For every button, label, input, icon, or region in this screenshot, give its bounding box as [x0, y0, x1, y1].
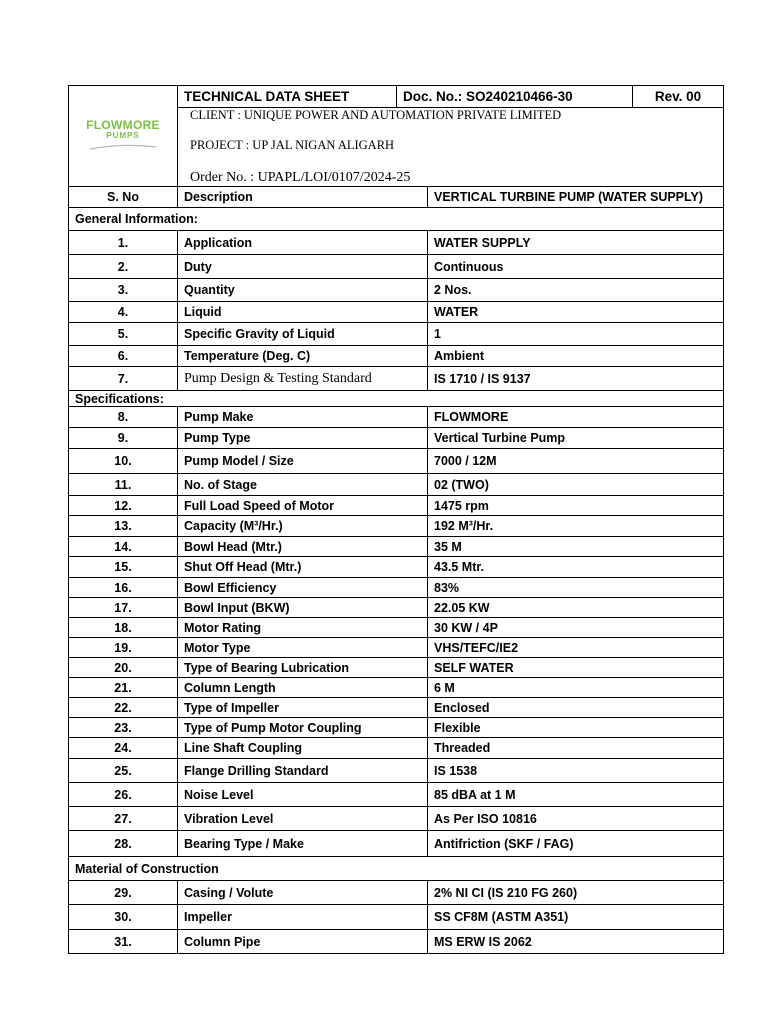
order-number: Order No. : UPAPL/LOI/0107/2024-25 [190, 170, 411, 185]
row-sno: 31. [69, 930, 178, 954]
table-row [69, 618, 724, 638]
row-sno: 11. [69, 474, 178, 496]
row-description: Full Load Speed of Motor [178, 496, 428, 516]
section-moc-label: Material of Construction [69, 857, 724, 881]
row-sno: 23. [69, 718, 178, 738]
table-row [69, 698, 724, 718]
row-description: Quantity [178, 279, 428, 302]
row-value: 43.5 Mtr. [428, 557, 724, 578]
project-name: PROJECT : UP JAL NIGAN ALIGARH [190, 138, 395, 152]
row-value: 1475 rpm [428, 496, 724, 516]
table-row [69, 598, 724, 618]
table-row [69, 537, 724, 557]
row-sno: 28. [69, 831, 178, 857]
doc-title: TECHNICAL DATA SHEET [178, 86, 397, 108]
row-description: Type of Bearing Lubrication [178, 658, 428, 678]
row-description: Pump Type [178, 428, 428, 449]
table-row [69, 831, 724, 857]
table-row [69, 302, 724, 323]
row-sno: 4. [69, 302, 178, 323]
client-info-cell [178, 108, 724, 187]
row-sno: 30. [69, 905, 178, 930]
row-value: WATER SUPPLY [428, 231, 724, 255]
row-sno: 9. [69, 428, 178, 449]
row-description: Column Length [178, 678, 428, 698]
row-value: MS ERW IS 2062 [428, 930, 724, 954]
row-description: Bowl Input (BKW) [178, 598, 428, 618]
row-sno: 21. [69, 678, 178, 698]
row-value: Ambient [428, 346, 724, 367]
row-description: Capacity (M³/Hr.) [178, 516, 428, 537]
row-sno: 10. [69, 449, 178, 474]
row-description: Pump Design & Testing Standard [178, 367, 428, 391]
table-row [69, 346, 724, 367]
table-row [69, 231, 724, 255]
row-value: SELF WATER [428, 658, 724, 678]
row-sno: 12. [69, 496, 178, 516]
table-row [69, 449, 724, 474]
table-row [69, 428, 724, 449]
row-description: Bowl Efficiency [178, 578, 428, 598]
row-value: IS 1538 [428, 759, 724, 783]
row-value: 22.05 KW [428, 598, 724, 618]
table-row [69, 759, 724, 783]
row-description: Line Shaft Coupling [178, 738, 428, 759]
logo-line2: PUMPS [106, 130, 140, 140]
row-description: Vibration Level [178, 807, 428, 831]
table-row [69, 474, 724, 496]
row-value: Continuous [428, 255, 724, 279]
table-row [69, 783, 724, 807]
table-row [69, 807, 724, 831]
row-value: 2% NI CI (IS 210 FG 260) [428, 881, 724, 905]
row-sno: 16. [69, 578, 178, 598]
row-description: Bowl Head (Mtr.) [178, 537, 428, 557]
row-value: Antifriction (SKF / FAG) [428, 831, 724, 857]
row-sno: 1. [69, 231, 178, 255]
row-description: Pump Model / Size [178, 449, 428, 474]
row-value: FLOWMORE [428, 407, 724, 428]
row-value: As Per ISO 10816 [428, 807, 724, 831]
logo-line1: FLOWMORE [86, 117, 160, 132]
table-row [69, 930, 724, 954]
row-value: 83% [428, 578, 724, 598]
row-description: Duty [178, 255, 428, 279]
row-sno: 26. [69, 783, 178, 807]
row-description: Shut Off Head (Mtr.) [178, 557, 428, 578]
row-value: WATER [428, 302, 724, 323]
row-description: Flange Drilling Standard [178, 759, 428, 783]
row-value: 30 KW / 4P [428, 618, 724, 638]
row-sno: 17. [69, 598, 178, 618]
table-row [69, 557, 724, 578]
row-sno: 19. [69, 638, 178, 658]
flowmore-logo [86, 119, 160, 154]
row-description: Application [178, 231, 428, 255]
row-description: Column Pipe [178, 930, 428, 954]
table-row [69, 516, 724, 537]
row-description: Motor Type [178, 638, 428, 658]
row-description: Impeller [178, 905, 428, 930]
row-value: 85 dBA at 1 M [428, 783, 724, 807]
row-value: Threaded [428, 738, 724, 759]
doc-number: Doc. No.: SO240210466-30 [397, 86, 633, 108]
row-description: No. of Stage [178, 474, 428, 496]
row-sno: 25. [69, 759, 178, 783]
data-table [68, 186, 724, 954]
row-sno: 29. [69, 881, 178, 905]
row-description: Temperature (Deg. C) [178, 346, 428, 367]
table-row [69, 255, 724, 279]
row-sno: 2. [69, 255, 178, 279]
header-table [68, 85, 724, 187]
logo-swoosh-icon [88, 143, 158, 151]
row-sno: 20. [69, 658, 178, 678]
col-sno-header: S. No [69, 187, 178, 208]
row-sno: 7. [69, 367, 178, 391]
row-sno: 18. [69, 618, 178, 638]
row-value: 192 M³/Hr. [428, 516, 724, 537]
row-value: Vertical Turbine Pump [428, 428, 724, 449]
technical-data-sheet [68, 85, 723, 954]
row-description: Noise Level [178, 783, 428, 807]
section-specifications-label: Specifications: [69, 391, 724, 407]
row-value: IS 1710 / IS 9137 [428, 367, 724, 391]
section-moc [69, 857, 724, 881]
row-value: Enclosed [428, 698, 724, 718]
table-row [69, 496, 724, 516]
table-row [69, 638, 724, 658]
row-description: Type of Pump Motor Coupling [178, 718, 428, 738]
table-row [69, 658, 724, 678]
row-sno: 13. [69, 516, 178, 537]
row-value: SS CF8M (ASTM A351) [428, 905, 724, 930]
row-description: Bearing Type / Make [178, 831, 428, 857]
row-value: VHS/TEFC/IE2 [428, 638, 724, 658]
row-sno: 15. [69, 557, 178, 578]
row-sno: 27. [69, 807, 178, 831]
col-description-header: Description [178, 187, 428, 208]
revision: Rev. 00 [633, 86, 724, 108]
client-name: CLIENT : UNIQUE POWER AND AUTOMATION PRIVATE LIMITED [190, 108, 562, 122]
row-sno: 14. [69, 537, 178, 557]
row-value: 2 Nos. [428, 279, 724, 302]
table-row [69, 367, 724, 391]
row-sno: 3. [69, 279, 178, 302]
table-row [69, 578, 724, 598]
row-description: Type of Impeller [178, 698, 428, 718]
row-value: 35 M [428, 537, 724, 557]
row-sno: 6. [69, 346, 178, 367]
table-row [69, 905, 724, 930]
table-row [69, 407, 724, 428]
row-sno: 22. [69, 698, 178, 718]
row-description: Specific Gravity of Liquid [178, 323, 428, 346]
section-general [69, 208, 724, 231]
row-description: Pump Make [178, 407, 428, 428]
row-description: Casing / Volute [178, 881, 428, 905]
section-general-label: General Information: [69, 208, 724, 231]
section-specifications [69, 391, 724, 407]
column-header-row [69, 187, 724, 208]
row-value: 02 (TWO) [428, 474, 724, 496]
table-row [69, 323, 724, 346]
table-row [69, 279, 724, 302]
row-value: 7000 / 12M [428, 449, 724, 474]
row-description: Liquid [178, 302, 428, 323]
table-row [69, 718, 724, 738]
col-value-header: VERTICAL TURBINE PUMP (WATER SUPPLY) [428, 187, 724, 208]
table-row [69, 881, 724, 905]
table-row [69, 678, 724, 698]
row-value: 1 [428, 323, 724, 346]
row-sno: 24. [69, 738, 178, 759]
row-value: Flexible [428, 718, 724, 738]
row-description: Motor Rating [178, 618, 428, 638]
logo-cell [69, 86, 178, 187]
table-row [69, 738, 724, 759]
row-sno: 8. [69, 407, 178, 428]
row-sno: 5. [69, 323, 178, 346]
row-value: 6 M [428, 678, 724, 698]
